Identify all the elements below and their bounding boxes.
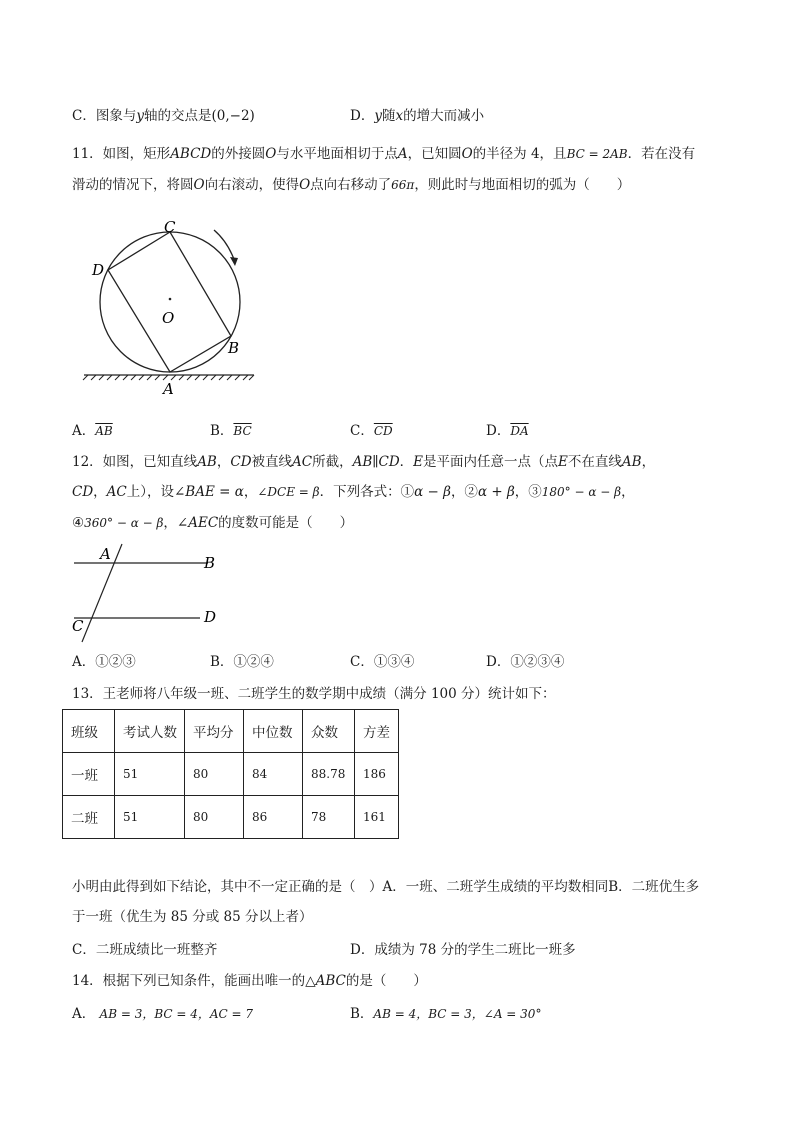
stem-text: 向右滚动，使得 xyxy=(204,177,300,193)
math-expr: AB = 3，BC = 4，AC = 7 xyxy=(99,1007,254,1021)
table-row xyxy=(63,796,399,839)
option-label: C． xyxy=(72,108,96,124)
option-label: C． xyxy=(350,654,374,670)
option-label: D． xyxy=(486,423,511,439)
math-expr: ∠DCE = β xyxy=(257,485,320,499)
stem-text: ， xyxy=(641,454,656,470)
table-header-cell: 考试人数 xyxy=(115,710,185,753)
q11-option-d xyxy=(486,421,529,441)
stem-text: 上），设 xyxy=(126,484,174,500)
stem-text: 的度数可能是（ ） xyxy=(218,515,354,531)
table-header-cell: 中位数 xyxy=(244,710,303,753)
label-a: A xyxy=(163,380,174,398)
q11-option-a xyxy=(72,421,113,441)
q13-option-c: C．二班成绩比一班整齐 xyxy=(72,942,218,958)
table-cell: 84 xyxy=(244,753,303,796)
q12-figure xyxy=(66,542,226,644)
math-var: O xyxy=(265,146,277,162)
table-cell: 80 xyxy=(185,796,244,839)
q12-option-d xyxy=(486,652,564,672)
table-cell: 51 xyxy=(115,796,185,839)
math-var: y xyxy=(136,108,144,124)
q14-stem xyxy=(72,971,427,991)
label-d: D xyxy=(92,261,105,279)
stem-text: 的外接圆 xyxy=(211,146,266,162)
table-cell: 二班 xyxy=(63,796,115,839)
option-text: 的增大而减小 xyxy=(403,108,485,124)
stem-text: ． xyxy=(399,454,414,470)
label-d: D xyxy=(204,608,217,626)
table-cell: 80 xyxy=(185,753,244,796)
table-cell: 78 xyxy=(303,796,355,839)
table-cell: 186 xyxy=(355,753,399,796)
math-var: E xyxy=(558,454,568,470)
math-expr: α + β xyxy=(477,484,515,500)
stem-text: 所截， xyxy=(312,454,353,470)
label-o: O xyxy=(162,309,175,327)
q11-figure xyxy=(76,212,266,402)
option-label: A． xyxy=(72,423,96,439)
q13-conclusion-line1: 小明由此得到如下结论，其中不一定正确的是（ ）A．一班、二班学生成绩的平均数相同B．二班优生多 xyxy=(72,879,700,895)
math-var: O xyxy=(299,177,311,193)
option-text: 随 xyxy=(381,108,396,124)
math-expr: △ABC xyxy=(305,973,346,989)
table-cell: 一班 xyxy=(63,753,115,796)
stem-text: 是平面内任意一点（点 xyxy=(423,454,559,470)
stem-text: 的半径为 4，且 xyxy=(472,146,567,162)
label-c: C xyxy=(164,218,176,236)
math-var: O xyxy=(193,177,205,193)
math-var: AB xyxy=(197,454,217,470)
stem-text: ．若在没有 xyxy=(627,146,696,162)
option-label: B． xyxy=(210,654,234,670)
q12-option-a xyxy=(72,652,136,672)
table-header-cell: 众数 xyxy=(303,710,355,753)
stem-text: ， xyxy=(243,484,258,500)
stem-text: ，已知圆 xyxy=(407,146,462,162)
q12-stem-line1 xyxy=(72,452,655,472)
arrow-head xyxy=(230,257,238,266)
label-a: A xyxy=(100,545,111,563)
stem-text: 被直线 xyxy=(251,454,293,470)
option-text: 图象与 xyxy=(95,108,137,124)
option-text: ①②③④ xyxy=(510,654,565,670)
math-var: CD xyxy=(72,484,94,500)
q12-stem-line3 xyxy=(72,513,353,533)
table-cell: 161 xyxy=(355,796,399,839)
table-header-cell: 平均分 xyxy=(185,710,244,753)
arc-name: $\overline{AB}$ xyxy=(95,424,113,438)
math-expr: ∠AEC xyxy=(176,515,219,531)
q12-stem-line2 xyxy=(72,482,635,502)
option-text: 轴的交点是 xyxy=(143,108,212,124)
math-expr: 66π xyxy=(391,178,415,192)
table-cell: 86 xyxy=(244,796,303,839)
q11-option-b xyxy=(210,421,252,441)
table-header-cell: 方差 xyxy=(355,710,399,753)
option-label: A． xyxy=(72,654,96,670)
q14-option-a xyxy=(72,1004,253,1024)
table-cell: 51 xyxy=(115,753,185,796)
stem-text: 的是（ ） xyxy=(345,973,427,989)
rectangle-abcd xyxy=(108,232,231,372)
option-text: ①③④ xyxy=(373,654,415,670)
q13-conclusion-line2: 于一班（优生为 85 分或 85 分以上者） xyxy=(72,909,313,925)
table-cell: 88.78 xyxy=(303,753,355,796)
math-expr: BC = 2AB xyxy=(566,147,628,161)
math-var: y xyxy=(374,108,382,124)
q11-stem-line2 xyxy=(72,175,630,195)
math-var: AC xyxy=(292,454,313,470)
stem-text: 不在直线 xyxy=(567,454,622,470)
stem-text: 点向右移动了 xyxy=(310,177,392,193)
math-value: (0,−2) xyxy=(211,108,255,124)
math-var: O xyxy=(461,146,473,162)
stem-text: ．下列各式：① xyxy=(319,484,415,500)
math-expr: ∠BAE = α xyxy=(174,484,244,500)
stem-text: ④ xyxy=(72,515,85,531)
label-b: B xyxy=(204,554,216,572)
table-header-row xyxy=(63,710,399,753)
math-var: AC xyxy=(106,484,127,500)
circle-o xyxy=(100,232,240,372)
option-text: ①②③ xyxy=(95,654,136,670)
q13-stats-table xyxy=(62,709,399,839)
stem-text: ， xyxy=(621,484,635,500)
option-label: B． xyxy=(350,1006,374,1022)
math-expr: AB = 4，BC = 3，∠A = 30° xyxy=(373,1007,542,1021)
math-var: CD xyxy=(230,454,252,470)
arc-name: $\overline{CD}$ xyxy=(373,424,393,438)
q14-option-b xyxy=(350,1004,541,1024)
label-c: C xyxy=(72,617,84,635)
stem-text: ， xyxy=(216,454,231,470)
label-b: B xyxy=(228,339,240,357)
option-label: C． xyxy=(350,423,374,439)
stem-text: ，则此时与地面相切的弧为（ ） xyxy=(414,177,631,193)
q11-stem-line1 xyxy=(72,144,695,164)
table-header-cell: 班级 xyxy=(63,710,115,753)
stem-text: ，② xyxy=(450,484,478,500)
stem-text: 与水平地面相切于点 xyxy=(276,146,398,162)
math-var: A xyxy=(397,146,408,162)
option-text: ①②④ xyxy=(233,654,274,670)
q13-option-d: D．成绩为 78 分的学生二班比一班多 xyxy=(350,942,576,958)
math-var: E xyxy=(413,454,424,470)
q12-option-b xyxy=(210,652,274,672)
math-var: AB xyxy=(621,454,642,470)
arc-name: $\overline{DA}$ xyxy=(510,424,529,438)
stem-text: 11．如图，矩形 xyxy=(72,146,171,162)
math-expr: 180° − α − β xyxy=(541,485,622,499)
q10-option-d xyxy=(350,106,484,126)
math-var: x xyxy=(395,108,404,124)
stem-text: ， xyxy=(163,515,177,531)
q11-option-c xyxy=(350,421,393,441)
stem-text: 14．根据下列已知条件，能画出唯一的 xyxy=(72,973,306,989)
option-label: B． xyxy=(210,423,234,439)
option-label: D． xyxy=(486,654,511,670)
q10-option-c xyxy=(72,106,255,126)
option-label: D． xyxy=(350,108,375,124)
stem-text: ，③ xyxy=(514,484,542,500)
q13-intro: 13．王老师将八年级一班、二班学生的数学期中成绩（满分 100 分）统计如下： xyxy=(72,686,556,702)
math-expr: AB∥CD xyxy=(352,454,400,470)
q12-option-c xyxy=(350,652,414,672)
stem-text: 12．如图，已知直线 xyxy=(72,454,198,470)
math-expr: α − β xyxy=(414,484,451,500)
stem-text: ， xyxy=(93,484,107,500)
math-var: ABCD xyxy=(170,146,212,162)
arc-name: $\overline{BC}$ xyxy=(233,424,252,438)
option-label: A． xyxy=(72,1006,96,1022)
table-row xyxy=(63,753,399,796)
center-point xyxy=(169,298,172,301)
stem-text: 滑动的情况下，将圆 xyxy=(72,177,194,193)
math-expr: 360° − α − β xyxy=(84,516,164,530)
